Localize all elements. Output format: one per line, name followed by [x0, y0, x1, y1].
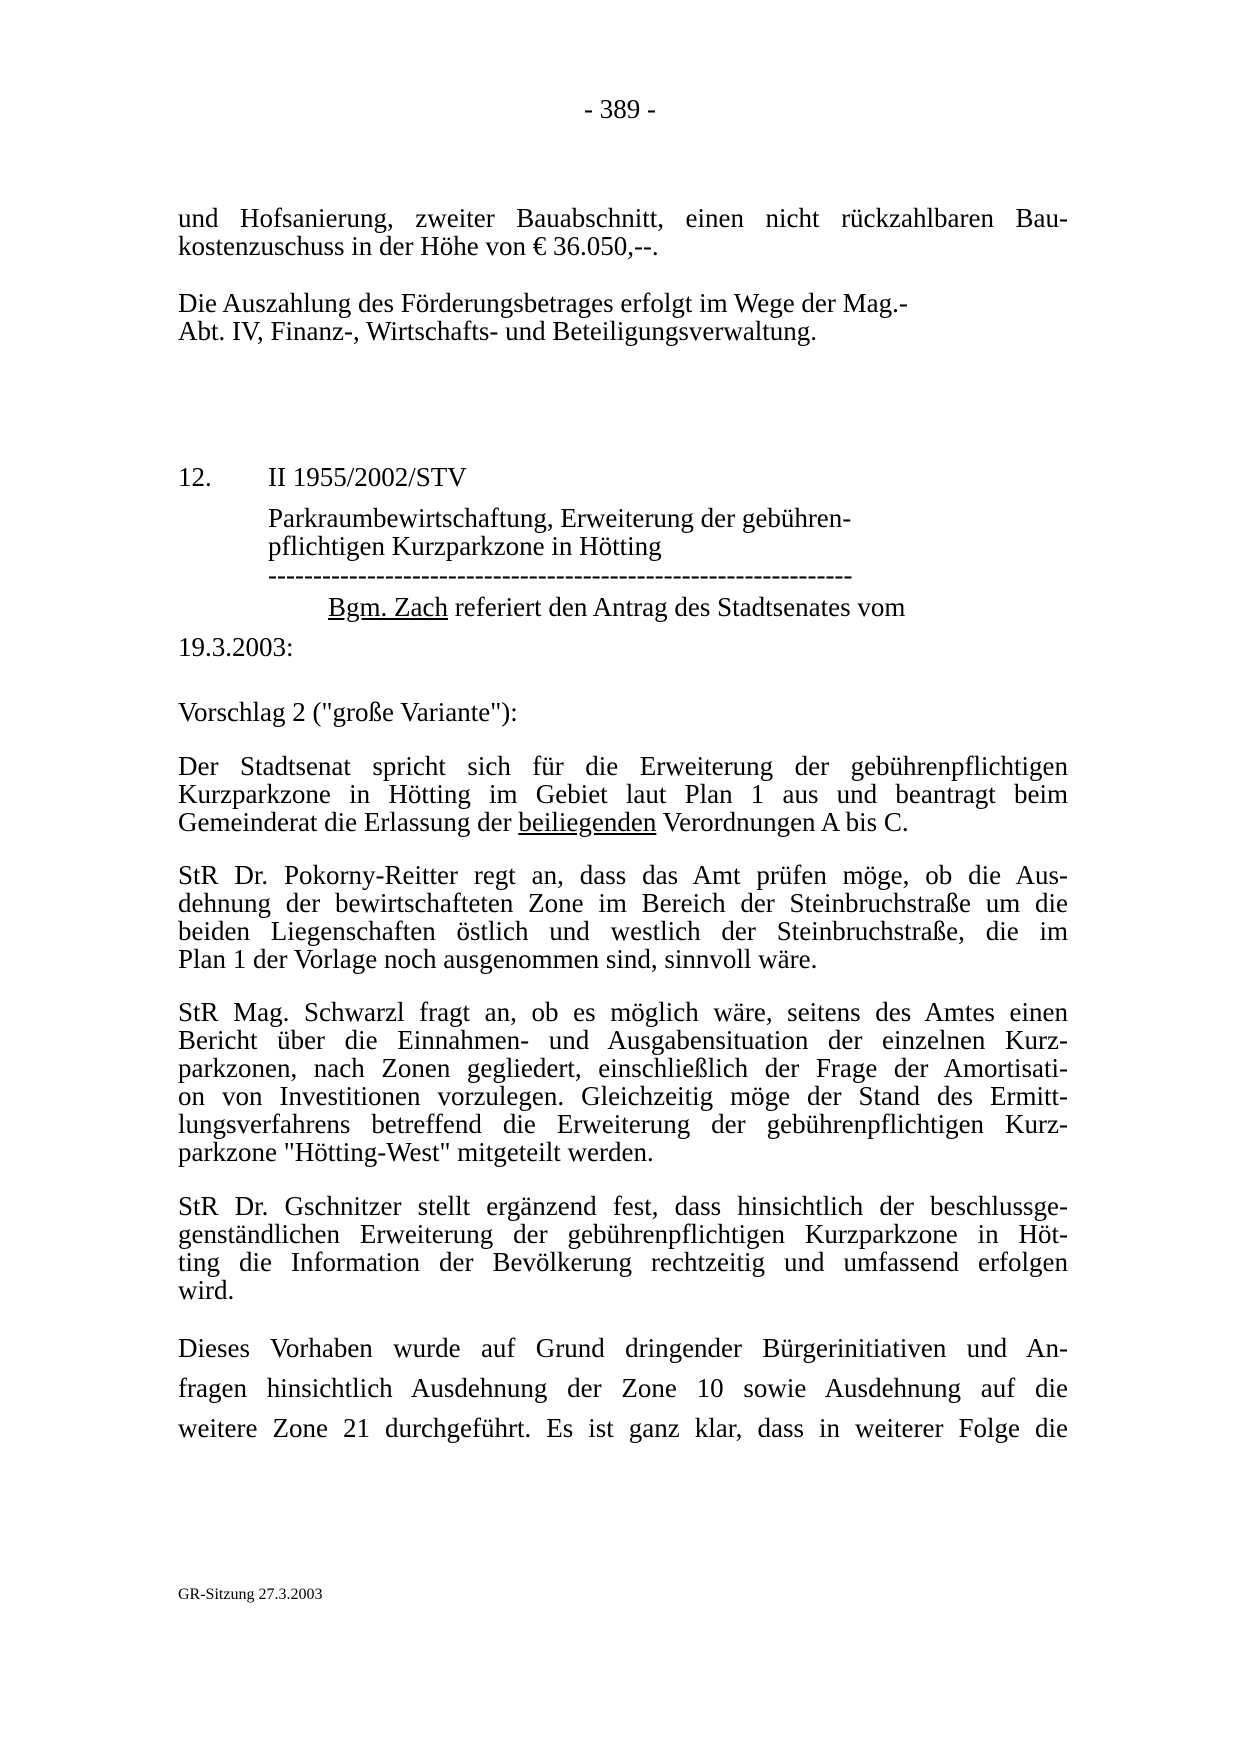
title-separator: -----------------------------------------------------------------: [268, 560, 853, 590]
text-line: StR Dr. Gschnitzer stellt ergänzend fest, dass hinsichtlich der beschlussge-: [178, 1191, 1068, 1221]
text-line: fragen hinsichtlich Ausdehnung der Zone 10 sowie Ausdehnung auf die: [178, 1373, 1068, 1403]
text-line: Plan 1 der Vorlage noch ausgenommen sind, sinnvoll wäre.: [178, 944, 818, 974]
proposal-heading: Vorschlag 2 ("große Variante"):: [178, 697, 518, 727]
page-number: - 389 -: [584, 94, 656, 124]
paragraph-schwarzl: [178, 998, 1068, 1166]
paragraph-pokorny: [178, 861, 1068, 973]
agenda-item-reference: II 1955/2002/STV: [268, 462, 467, 492]
footer-session-date: GR-Sitzung 27.3.2003: [178, 1586, 323, 1603]
text-line: StR Dr. Pokorny-Reitter regt an, dass das Amt prüfen möge, ob die Aus-: [178, 860, 1068, 890]
text-line: parkzonen, nach Zonen gegliedert, einschließlich der Frage der Amortisati-: [178, 1053, 1068, 1083]
text-line: Parkraumbewirtschaftung, Erweiterung der gebühren-: [268, 503, 852, 533]
text-line: ting die Information der Bevölkerung rechtzeitig und umfassend erfolgen: [178, 1247, 1068, 1277]
text-line: StR Mag. Schwarzl fragt an, ob es möglich wäre, seitens des Amtes einen: [178, 997, 1068, 1027]
text-line: on von Investitionen vorzulegen. Gleichzeitig möge der Stand des Ermitt-: [178, 1081, 1068, 1111]
text-fragment: Verordnungen A bis C.: [656, 807, 909, 837]
text-line: genständlichen Erweiterung der gebührenpflichtigen Kurzparkzone in Höt-: [178, 1219, 1068, 1249]
intro-line: [328, 592, 905, 623]
text-line: dehnung der bewirtschafteten Zone im Bereich der Steinbruchstraße um die: [178, 888, 1068, 918]
text-line: pflichtigen Kurzparkzone in Hötting: [268, 531, 662, 561]
text-line: wird.: [178, 1275, 235, 1305]
text-line: und Hofsanierung, zweiter Bauabschnitt, einen nicht rückzahlbaren Bau-: [178, 203, 1068, 233]
paragraph-motion: [178, 752, 1068, 836]
text-line: Der Stadtsenat spricht sich für die Erweiterung der gebührenpflichtigen: [178, 751, 1068, 781]
paragraph-statement: [178, 1328, 1068, 1448]
text-line: parkzone "Hötting-West" mitgeteilt werden.: [178, 1137, 654, 1167]
text-fragment: Gemeinderat die Erlassung der: [178, 807, 519, 837]
paragraph-payment: [178, 289, 1068, 345]
text-line: Die Auszahlung des Förderungsbetrages erfolgt im Wege der Mag.-: [178, 288, 908, 318]
text-line: [178, 808, 1068, 836]
agenda-item-title: [268, 504, 851, 560]
text-line: Bericht über die Einnahmen- und Ausgabensituation der einzelnen Kurz-: [178, 1025, 1068, 1055]
text-fragment-underlined: beiliegenden: [518, 807, 657, 837]
text-line: weitere Zone 21 durchgeführt. Es ist ganz klar, dass in weiterer Folge die: [178, 1413, 1068, 1443]
text-line: kostenzuschuss in der Höhe von € 36.050,--.: [178, 231, 659, 261]
intro-text: referiert den Antrag des Stadtsenates vom: [447, 592, 906, 622]
text-line: Dieses Vorhaben wurde auf Grund dringender Bürgerinitiativen und An-: [178, 1333, 1068, 1363]
intro-date: 19.3.2003:: [178, 632, 294, 662]
speaker-name: Bgm. Zach: [328, 592, 448, 622]
text-line: lungsverfahrens betreffend die Erweiterung der gebührenpflichtigen Kurz-: [178, 1109, 1068, 1139]
text-line: Abt. IV, Finanz-, Wirtschafts- und Beteiligungsverwaltung.: [178, 316, 818, 346]
text-line: beiden Liegenschaften östlich und westlich der Steinbruchstraße, die im: [178, 916, 1068, 946]
agenda-item-number: 12.: [178, 462, 212, 492]
text-line: Kurzparkzone in Hötting im Gebiet laut Plan 1 aus und beantragt beim: [178, 779, 1068, 809]
paragraph-funding: [178, 204, 1068, 260]
paragraph-gschnitzer: [178, 1192, 1068, 1304]
